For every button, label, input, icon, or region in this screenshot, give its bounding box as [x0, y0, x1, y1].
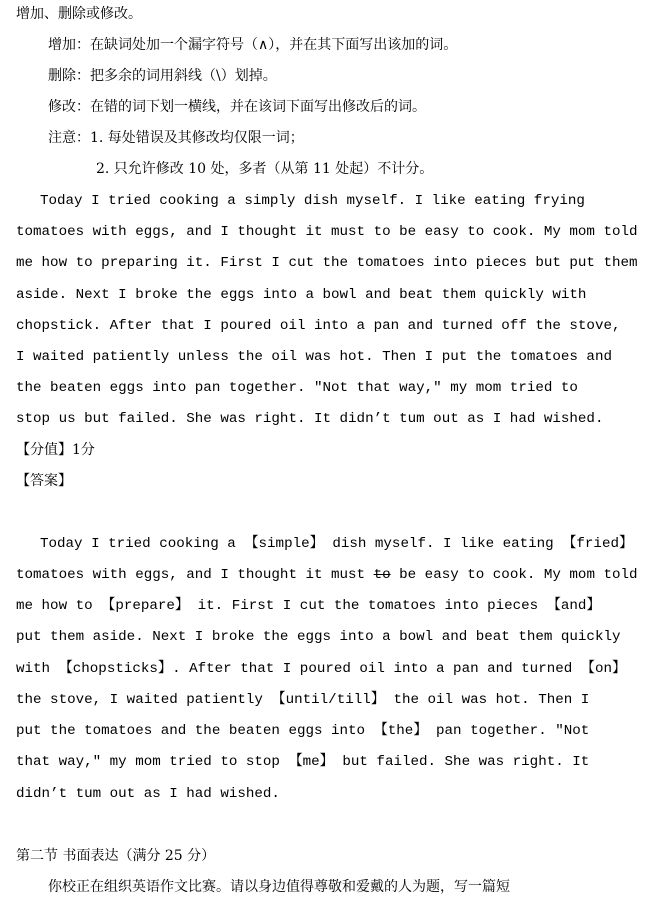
- correction-the: 【the】: [373, 723, 428, 739]
- answer-line-7: [16, 720, 590, 742]
- answer-line-2: [16, 564, 638, 586]
- answer-text: be easy to cook. My mom told: [399, 567, 638, 583]
- answer-line-6: [16, 689, 590, 711]
- passage-line-2: tomatoes with eggs, and I thought it must to be easy to cook. My mom told: [16, 224, 638, 240]
- passage-line-6: I waited patiently unless the oil was hot. Then I put the tomatoes and: [16, 349, 612, 365]
- correction-on: 【on】: [580, 661, 627, 677]
- answer-text: it. First I cut the tomatoes into pieces: [197, 598, 539, 614]
- correction-chopsticks: 【chopsticks】: [58, 661, 173, 677]
- answer-text: put the tomatoes and the beaten eggs into: [16, 723, 366, 739]
- answer-text: pan together. "Not: [436, 723, 590, 739]
- section-2-title: 第二节 书面表达（满分 25 分）: [16, 848, 216, 864]
- answer-text: that way," my mom tried to stop: [16, 754, 280, 770]
- instruction-modify: 修改：在错的词下划一横线，并在该词下面写出修改后的词。: [48, 99, 426, 115]
- passage-line-3: me how to preparing it. First I cut the tomatoes into pieces but put them: [16, 255, 638, 271]
- instruction-note-1: 注意：1. 每处错误及其修改均仅限一词；: [48, 130, 304, 146]
- instruction-note-2: 2. 只允许修改 10 处，多者（从第 11 处起）不计分。: [96, 161, 434, 177]
- instruction-intro: 增加、删除或修改。: [16, 6, 142, 22]
- answer-line-8: [16, 751, 590, 773]
- correction-simple: 【simple】: [244, 536, 324, 552]
- answer-text: with: [16, 661, 51, 677]
- answer-text: the stove, I waited patiently: [16, 692, 263, 708]
- score-label: 【分值】1分: [16, 442, 95, 458]
- correction-fried: 【fried】: [562, 536, 634, 552]
- correction-and: 【and】: [546, 598, 601, 614]
- answer-text: dish myself. I like eating: [332, 536, 554, 552]
- answer-line-1: [40, 533, 634, 555]
- correction-until: 【until/till】: [271, 692, 385, 708]
- answer-label: 【答案】: [16, 473, 72, 489]
- answer-line-3: [16, 595, 601, 617]
- answer-line-5: [16, 658, 627, 680]
- deleted-word-to: to: [373, 567, 391, 583]
- answer-text: the oil was hot. Then I: [393, 692, 590, 708]
- answer-text: Today I tried cooking a: [40, 536, 236, 552]
- answer-line-9: didn’t tum out as I had wished.: [16, 786, 280, 802]
- correction-prepare: 【prepare】: [101, 598, 190, 614]
- passage-line-8: stop us but failed. She was right. It didn’t tum out as I had wished.: [16, 411, 604, 427]
- answer-text: . After that I poured oil into a pan and turned: [172, 661, 573, 677]
- passage-line-7: the beaten eggs into pan together. "Not that way," my mom tried to: [16, 380, 578, 396]
- instruction-add: 增加：在缺词处加一个漏字符号（∧），并在其下面写出该加的词。: [48, 37, 458, 53]
- answer-line-4: put them aside. Next I broke the eggs into a bowl and beat them quickly: [16, 629, 621, 645]
- answer-text: me how to: [16, 598, 93, 614]
- correction-me: 【me】: [288, 754, 334, 770]
- passage-line-1: Today I tried cooking a simply dish myself. I like eating frying: [40, 193, 585, 209]
- answer-text: tomatoes with eggs, and I thought it must: [16, 567, 366, 583]
- answer-text: but failed. She was right. It: [342, 754, 590, 770]
- section-2-text: 你校正在组织英语作文比赛。请以身边值得尊敬和爱戴的人为题，写一篇短: [48, 879, 510, 895]
- passage-line-4: aside. Next I broke the eggs into a bowl and beat them quickly with: [16, 287, 587, 303]
- passage-line-5: chopstick. After that I poured oil into a pan and turned off the stove,: [16, 318, 621, 334]
- instruction-delete: 删除：把多余的词用斜线（\）划掉。: [48, 68, 277, 84]
